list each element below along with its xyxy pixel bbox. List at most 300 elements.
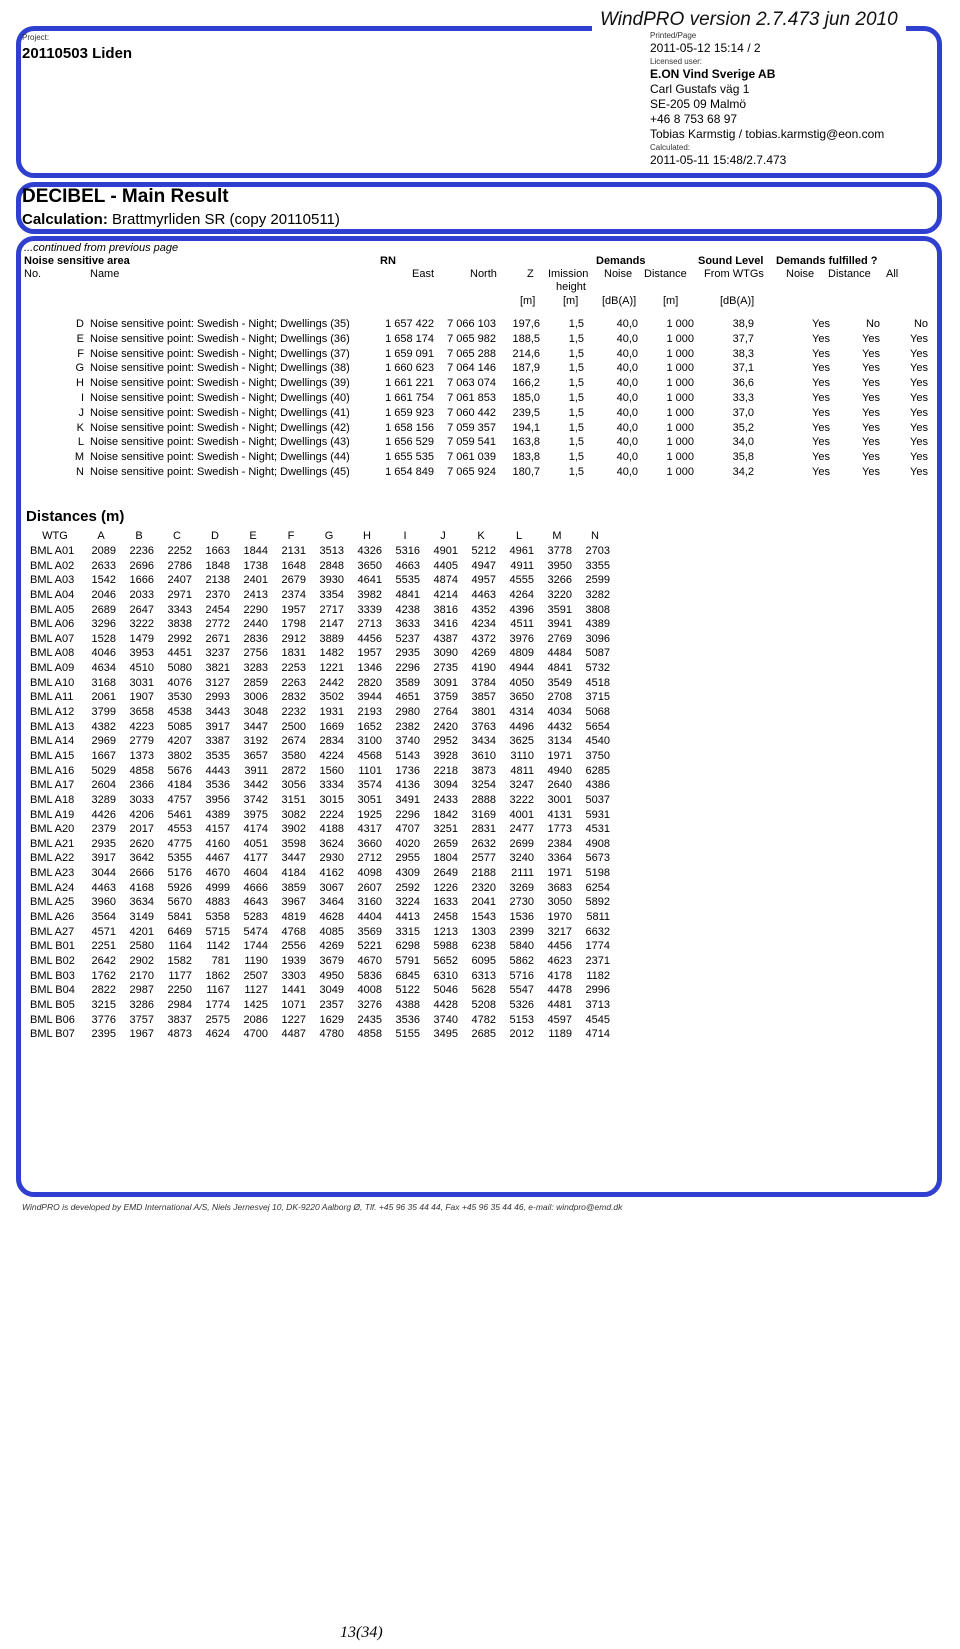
noise-row: [0, 333, 960, 348]
distances-cell: 3315: [395, 925, 420, 938]
cell-height: 1,5: [568, 377, 584, 390]
distances-row: [0, 999, 960, 1014]
cell-noise: 40,0: [616, 406, 638, 419]
distances-cell: 4051: [243, 837, 268, 850]
distances-cell: 4634: [91, 662, 116, 675]
cell-name: Noise sensitive point: Swedish - Night; Dwellings (38): [90, 362, 350, 375]
noise-section-title: Noise sensitive area: [24, 255, 130, 267]
distances-cell: 4511: [510, 618, 534, 631]
distances-cell: 2251: [91, 940, 116, 953]
distances-cell: 2696: [129, 559, 154, 572]
distances-cell: 4545: [585, 1013, 610, 1026]
unit-height: [m]: [563, 295, 579, 307]
distances-cell: 5087: [585, 647, 610, 660]
distances-cell: 1931: [319, 706, 344, 719]
distances-cell: 3941: [547, 618, 572, 631]
cell-fulfilled-noise: Yes: [812, 332, 830, 345]
distances-cell: 3801: [471, 706, 496, 719]
cell-noise: 40,0: [616, 347, 638, 360]
distances-cell: 4382: [91, 720, 116, 733]
cell-east: 1 656 529: [385, 436, 434, 449]
distances-cell: 5080: [167, 662, 192, 675]
distances-wtg-name: BML B02: [30, 954, 75, 967]
distances-cell: 3247: [509, 779, 534, 792]
cell-fulfilled-distance: Yes: [862, 391, 880, 404]
distances-cell: 3031: [129, 676, 154, 689]
distances-cell: 4177: [243, 852, 268, 865]
distances-cell: 3434: [471, 735, 496, 748]
distances-cell: 4768: [281, 925, 306, 938]
distances-cell: 3960: [91, 896, 116, 909]
address-line-2: SE-205 09 Malmö: [650, 97, 747, 111]
distances-cell: 2384: [547, 837, 572, 850]
distances-cell: 2872: [281, 764, 306, 777]
distances-cell: 5836: [357, 969, 382, 982]
cell-sound-level: 37,0: [732, 406, 754, 419]
cell-north: 7 061 039: [447, 451, 496, 464]
distances-cell: 3683: [547, 881, 572, 894]
distances-cell: 3067: [319, 881, 344, 894]
distances-cell: 2599: [585, 574, 610, 587]
cell-fulfilled-noise: Yes: [812, 377, 830, 390]
header-demands: Demands: [596, 255, 646, 267]
cell-name: Noise sensitive point: Swedish - Night; Dwellings (36): [90, 332, 350, 345]
distances-cell: 4404: [357, 911, 382, 924]
cell-z: 185,0: [512, 391, 540, 404]
distances-cell: 4160: [205, 837, 230, 850]
cell-north: 7 065 288: [447, 347, 496, 360]
distances-cell: 3015: [319, 793, 344, 806]
distances-cell: 5037: [585, 793, 610, 806]
cell-sound-level: 36,6: [732, 377, 754, 390]
distances-cell: 3240: [509, 852, 534, 865]
licensed-label: Licensed user:: [650, 57, 703, 66]
distances-cell: 5791: [395, 954, 420, 967]
distances-cell: 4396: [509, 603, 534, 616]
distances-cell: 4487: [281, 1028, 306, 1041]
distances-cell: 1629: [319, 1013, 344, 1026]
distances-cell: 3715: [585, 691, 610, 704]
distances-cell: 2632: [471, 837, 496, 850]
distances-wtg-name: BML A06: [30, 618, 75, 631]
distances-cell: 5198: [585, 867, 610, 880]
distances-cell: 4950: [319, 969, 344, 982]
cell-name: Noise sensitive point: Swedish - Night; Dwellings (40): [90, 391, 350, 404]
distances-cell: 4184: [167, 779, 192, 792]
distances-cell: 4387: [433, 632, 458, 645]
distances-cell: 6298: [395, 940, 420, 953]
cell-fulfilled-noise: Yes: [812, 406, 830, 419]
distances-cell: 4098: [357, 867, 382, 880]
distances-cell: 3650: [357, 559, 382, 572]
distances-cell: 1669: [319, 720, 344, 733]
distances-cell: 3591: [547, 603, 572, 616]
noise-table: [0, 318, 960, 481]
distances-row: [0, 838, 960, 853]
cell-fulfilled-distance: Yes: [862, 406, 880, 419]
distances-cell: 3944: [357, 691, 382, 704]
distances-cell: 2046: [91, 588, 116, 601]
distances-cell: 3982: [357, 588, 382, 601]
distances-cell: 4623: [547, 954, 572, 967]
distances-cell: 3598: [281, 837, 306, 850]
distances-cell: 5068: [585, 706, 610, 719]
distances-cell: 3364: [547, 852, 572, 865]
distances-wtg-name: BML A18: [30, 793, 75, 806]
distances-cell: 4947: [471, 559, 496, 572]
distances-cell: 4531: [585, 823, 610, 836]
distances-cell: 4714: [585, 1028, 610, 1041]
distances-cell: 3757: [129, 1013, 154, 1026]
cell-fulfilled-distance: No: [865, 318, 880, 330]
distances-cell: 5673: [585, 852, 610, 865]
cell-fulfilled-all: Yes: [910, 465, 928, 478]
distances-cell: 4046: [91, 647, 116, 660]
cell-noise: 40,0: [616, 391, 638, 404]
distances-cell: 4443: [205, 764, 230, 777]
distances-cell: 4957: [471, 574, 496, 587]
distances-cell: 4389: [205, 808, 230, 821]
distances-cell: 4269: [471, 647, 496, 660]
distances-cell: 2756: [243, 647, 268, 660]
distances-cell: 5326: [509, 998, 534, 1011]
header-imission: Imission: [548, 268, 589, 280]
unit-sound: [dB(A)]: [720, 295, 755, 307]
cell-sound-level: 37,1: [732, 362, 754, 375]
distances-cell: 2253: [281, 662, 306, 675]
distances-cell: 2420: [433, 720, 458, 733]
distances-cell: 3094: [433, 779, 458, 792]
distances-cell: 3082: [281, 808, 306, 821]
distances-cell: 2834: [319, 735, 344, 748]
distances-cell: 6469: [167, 925, 192, 938]
distances-cell: 5143: [395, 749, 420, 762]
distances-cell: 3917: [205, 720, 230, 733]
distances-cell: 1164: [168, 940, 192, 953]
cell-height: 1,5: [568, 451, 584, 464]
distances-column-header: B: [135, 530, 143, 542]
distances-wtg-name: BML A16: [30, 764, 75, 777]
cell-sound-level: 37,7: [732, 332, 754, 345]
distances-wtg-name: BML A20: [30, 823, 75, 836]
distances-cell: 2370: [205, 588, 230, 601]
cell-name: Noise sensitive point: Swedish - Night; Dwellings (42): [90, 421, 350, 434]
distances-cell: 1346: [357, 662, 382, 675]
distances-cell: 3339: [357, 603, 382, 616]
distances-cell: 4463: [91, 881, 116, 894]
distances-cell: 4314: [509, 706, 534, 719]
noise-row: [0, 348, 960, 363]
distances-cell: 3740: [433, 1013, 458, 1026]
distances-cell: 1652: [357, 720, 382, 733]
distances-cell: 2984: [167, 998, 192, 1011]
distances-cell: 3967: [281, 896, 306, 909]
distances-cell: 3442: [243, 779, 268, 792]
distances-cell: 1744: [243, 940, 268, 953]
distances-cell: 4190: [471, 662, 496, 675]
cell-distance: 1 000: [666, 465, 694, 478]
distances-wtg-name: BML B03: [30, 969, 75, 982]
distances-cell: 2290: [243, 603, 268, 616]
unit-noise: [dB(A)]: [602, 295, 637, 307]
distances-wtg-name: BML A10: [30, 676, 75, 689]
header-demands-fulfilled: Demands fulfilled ?: [776, 255, 878, 267]
distances-cell: 4157: [205, 823, 230, 836]
distances-cell: 2577: [471, 852, 496, 865]
distances-cell: 1221: [319, 662, 344, 675]
distances-cell: 4131: [547, 808, 572, 821]
distances-cell: 3303: [281, 969, 306, 982]
distances-cell: 3956: [205, 793, 230, 806]
distances-cell: 1971: [547, 749, 572, 762]
distances-cell: 3286: [129, 998, 154, 1011]
distances-cell: 3580: [281, 749, 306, 762]
distances-column-header: M: [552, 530, 562, 542]
distances-cell: 4269: [319, 940, 344, 953]
distances-row: [0, 750, 960, 765]
distances-cell: 4811: [510, 764, 534, 777]
distances-cell: 3750: [585, 749, 610, 762]
distances-cell: 3536: [205, 779, 230, 792]
distances-cell: 2188: [471, 867, 496, 880]
cell-distance: 1 000: [666, 421, 694, 434]
distances-row: [0, 633, 960, 648]
distances-cell: 2935: [91, 837, 116, 850]
distances-cell: 3740: [395, 735, 420, 748]
cell-fulfilled-all: Yes: [910, 451, 928, 464]
distances-cell: 2263: [281, 676, 306, 689]
distances-cell: 2930: [319, 852, 344, 865]
distances-cell: 2992: [167, 632, 192, 645]
cell-east: 1 655 535: [385, 451, 434, 464]
distances-cell: 3006: [243, 691, 268, 704]
distances-cell: 3859: [281, 881, 306, 894]
distances-cell: 3574: [357, 779, 382, 792]
distances-cell: 5461: [167, 808, 192, 821]
distances-cell: 3090: [433, 647, 458, 660]
distances-cell: 4809: [509, 647, 534, 660]
distances-cell: 1582: [167, 954, 192, 967]
distances-wtg-name: BML A19: [30, 808, 75, 821]
distances-cell: 4780: [319, 1028, 344, 1041]
cell-sound-level: 34,2: [732, 465, 754, 478]
distances-cell: 2671: [205, 632, 230, 645]
cell-fulfilled-all: Yes: [910, 421, 928, 434]
distances-cell: 3495: [433, 1028, 458, 1041]
distances-row: [0, 706, 960, 721]
distances-cell: 3634: [129, 896, 154, 909]
distances-cell: 4456: [547, 940, 572, 953]
cell-noise: 40,0: [616, 377, 638, 390]
distances-column-header: L: [515, 530, 523, 542]
noise-row: [0, 451, 960, 466]
header-fulfilled-noise: Noise: [786, 268, 815, 280]
distances-cell: 4670: [357, 954, 382, 967]
distances-column-header: A: [97, 530, 105, 542]
distances-cell: 4901: [433, 545, 458, 557]
project-label: Project:: [22, 33, 50, 42]
header-rn: RN: [380, 255, 396, 267]
distances-cell: 2252: [167, 545, 192, 557]
cell-noise: 40,0: [616, 421, 638, 434]
distances-cell: 3610: [471, 749, 496, 762]
distances-cell: 2413: [243, 588, 268, 601]
distances-row: [0, 604, 960, 619]
distances-cell: 2642: [91, 954, 116, 967]
distances-cell: 3816: [433, 603, 458, 616]
distances-cell: 5085: [167, 720, 192, 733]
distances-cell: 5176: [167, 867, 192, 880]
distances-wtg-name: BML B01: [30, 940, 75, 953]
cell-name: Noise sensitive point: Swedish - Night; Dwellings (39): [90, 377, 350, 390]
distances-cell: 3975: [243, 808, 268, 821]
distances-cell: 3713: [585, 998, 610, 1011]
cell-no: F: [77, 347, 84, 360]
distances-column-header: G: [324, 530, 334, 542]
noise-row: [0, 422, 960, 437]
distances-column-header: E: [249, 530, 257, 542]
distances-cell: 1373: [129, 749, 154, 762]
distances-cell: 4207: [167, 735, 192, 748]
distances-cell: 4961: [509, 545, 534, 557]
distances-cell: 3776: [91, 1013, 116, 1026]
cell-north: 7 059 357: [447, 421, 496, 434]
noise-row: [0, 436, 960, 451]
distances-cell: 2640: [547, 779, 572, 792]
distances-cell: 2012: [509, 1028, 534, 1041]
distances-cell: 1528: [91, 632, 116, 645]
distances-cell: 1101: [358, 764, 382, 777]
distances-wtg-name: BML A02: [30, 559, 75, 572]
distances-cell: 2507: [243, 969, 268, 982]
cell-noise: 40,0: [616, 318, 638, 330]
distances-wtg-name: BML A01: [30, 545, 75, 557]
distances-cell: 5212: [471, 545, 496, 557]
cell-z: 180,7: [512, 465, 540, 478]
distances-cell: 2980: [395, 706, 420, 719]
distances-cell: 3642: [129, 852, 154, 865]
distances-row: [0, 677, 960, 692]
noise-row: [0, 362, 960, 377]
distances-cell: 2433: [433, 793, 458, 806]
distances-cell: 3536: [395, 1013, 420, 1026]
distances-cell: 2041: [471, 896, 496, 909]
distances-cell: 4184: [281, 867, 306, 880]
distances-cell: 1862: [205, 969, 230, 982]
distances-cell: 1844: [243, 545, 268, 557]
distances-cell: 3151: [281, 793, 306, 806]
distances-cell: 1667: [91, 749, 116, 762]
distances-cell: 3044: [91, 867, 116, 880]
distances-cell: 5029: [91, 764, 116, 777]
distances-cell: 4571: [91, 925, 116, 938]
distances-cell: 3624: [319, 837, 344, 850]
distances-cell: 5547: [509, 984, 534, 997]
distances-cell: 5654: [585, 720, 610, 733]
distances-cell: 6285: [585, 764, 610, 777]
distances-wtg-name: BML A03: [30, 574, 75, 587]
distances-row: [0, 823, 960, 838]
distances-cell: 2138: [205, 574, 230, 587]
distances-cell: 4518: [585, 676, 610, 689]
distances-cell: 2401: [243, 574, 268, 587]
distances-cell: 5283: [243, 911, 268, 924]
distances-cell: 2786: [167, 559, 192, 572]
distances-cell: 1831: [281, 647, 306, 660]
distances-cell: 2111: [511, 867, 534, 880]
distances-cell: 1127: [244, 984, 268, 997]
cell-distance: 1 000: [666, 362, 694, 375]
distances-cell: 4085: [319, 925, 344, 938]
calculation-label: Calculation:: [22, 211, 108, 228]
page-number: 13(34): [340, 1624, 383, 1641]
distances-cell: 2477: [509, 823, 534, 836]
distances-cell: 3282: [585, 588, 610, 601]
distances-cell: 3222: [129, 618, 154, 631]
distances-cell: 1970: [547, 911, 572, 924]
distances-cell: 2620: [129, 837, 154, 850]
version-label: WindPRO version 2.7.473 jun 2010: [592, 9, 906, 31]
distances-cell: 4467: [205, 852, 230, 865]
distances-cell: 2399: [509, 925, 534, 938]
cell-north: 7 064 146: [447, 362, 496, 375]
cell-noise: 40,0: [616, 436, 638, 449]
distances-cell: 5652: [433, 954, 458, 967]
distances-row: [0, 765, 960, 780]
cell-name: Noise sensitive point: Swedish - Night; Dwellings (45): [90, 465, 350, 478]
distances-cell: 2633: [91, 559, 116, 572]
distances-cell: 4034: [547, 706, 572, 719]
distances-cell: 2170: [129, 969, 154, 982]
distances-cell: 4628: [319, 911, 344, 924]
header-fulfilled-distance: Distance: [828, 268, 871, 280]
header-height: height: [556, 281, 586, 293]
distances-cell: 3056: [281, 779, 306, 792]
distances-cell: 3134: [547, 735, 572, 748]
cell-fulfilled-distance: Yes: [862, 347, 880, 360]
distances-cell: 5046: [433, 984, 458, 997]
distances-cell: 3799: [91, 706, 116, 719]
cell-fulfilled-all: Yes: [910, 406, 928, 419]
distances-cell: 2131: [281, 545, 306, 557]
distances-cell: 2685: [471, 1028, 496, 1041]
distances-cell: 3549: [547, 676, 572, 689]
distances-cell: 3447: [243, 720, 268, 733]
distances-cell: 4451: [167, 647, 192, 660]
distances-cell: 4700: [243, 1028, 268, 1041]
distances-row: [0, 1028, 960, 1043]
distances-cell: 2935: [395, 647, 420, 660]
cell-name: Noise sensitive point: Swedish - Night; Dwellings (35): [90, 318, 350, 330]
distances-cell: 4555: [509, 574, 534, 587]
header-north: North: [470, 268, 497, 280]
distances-cell: 4663: [395, 559, 420, 572]
distances-cell: 3127: [205, 676, 230, 689]
distances-row: [0, 984, 960, 999]
distances-column-header: N: [591, 530, 599, 542]
distances-cell: 2832: [281, 691, 306, 704]
cell-fulfilled-distance: Yes: [862, 332, 880, 345]
distances-cell: 1182: [586, 969, 610, 982]
distances-cell: 3033: [129, 793, 154, 806]
distances-cell: 4999: [205, 881, 230, 894]
distances-cell: 3296: [91, 618, 116, 631]
distances-cell: 1177: [168, 969, 192, 982]
cell-east: 1 654 849: [385, 465, 434, 478]
cell-north: 7 063 074: [447, 377, 496, 390]
distances-cell: 3334: [319, 779, 344, 792]
distances-row: [0, 809, 960, 824]
